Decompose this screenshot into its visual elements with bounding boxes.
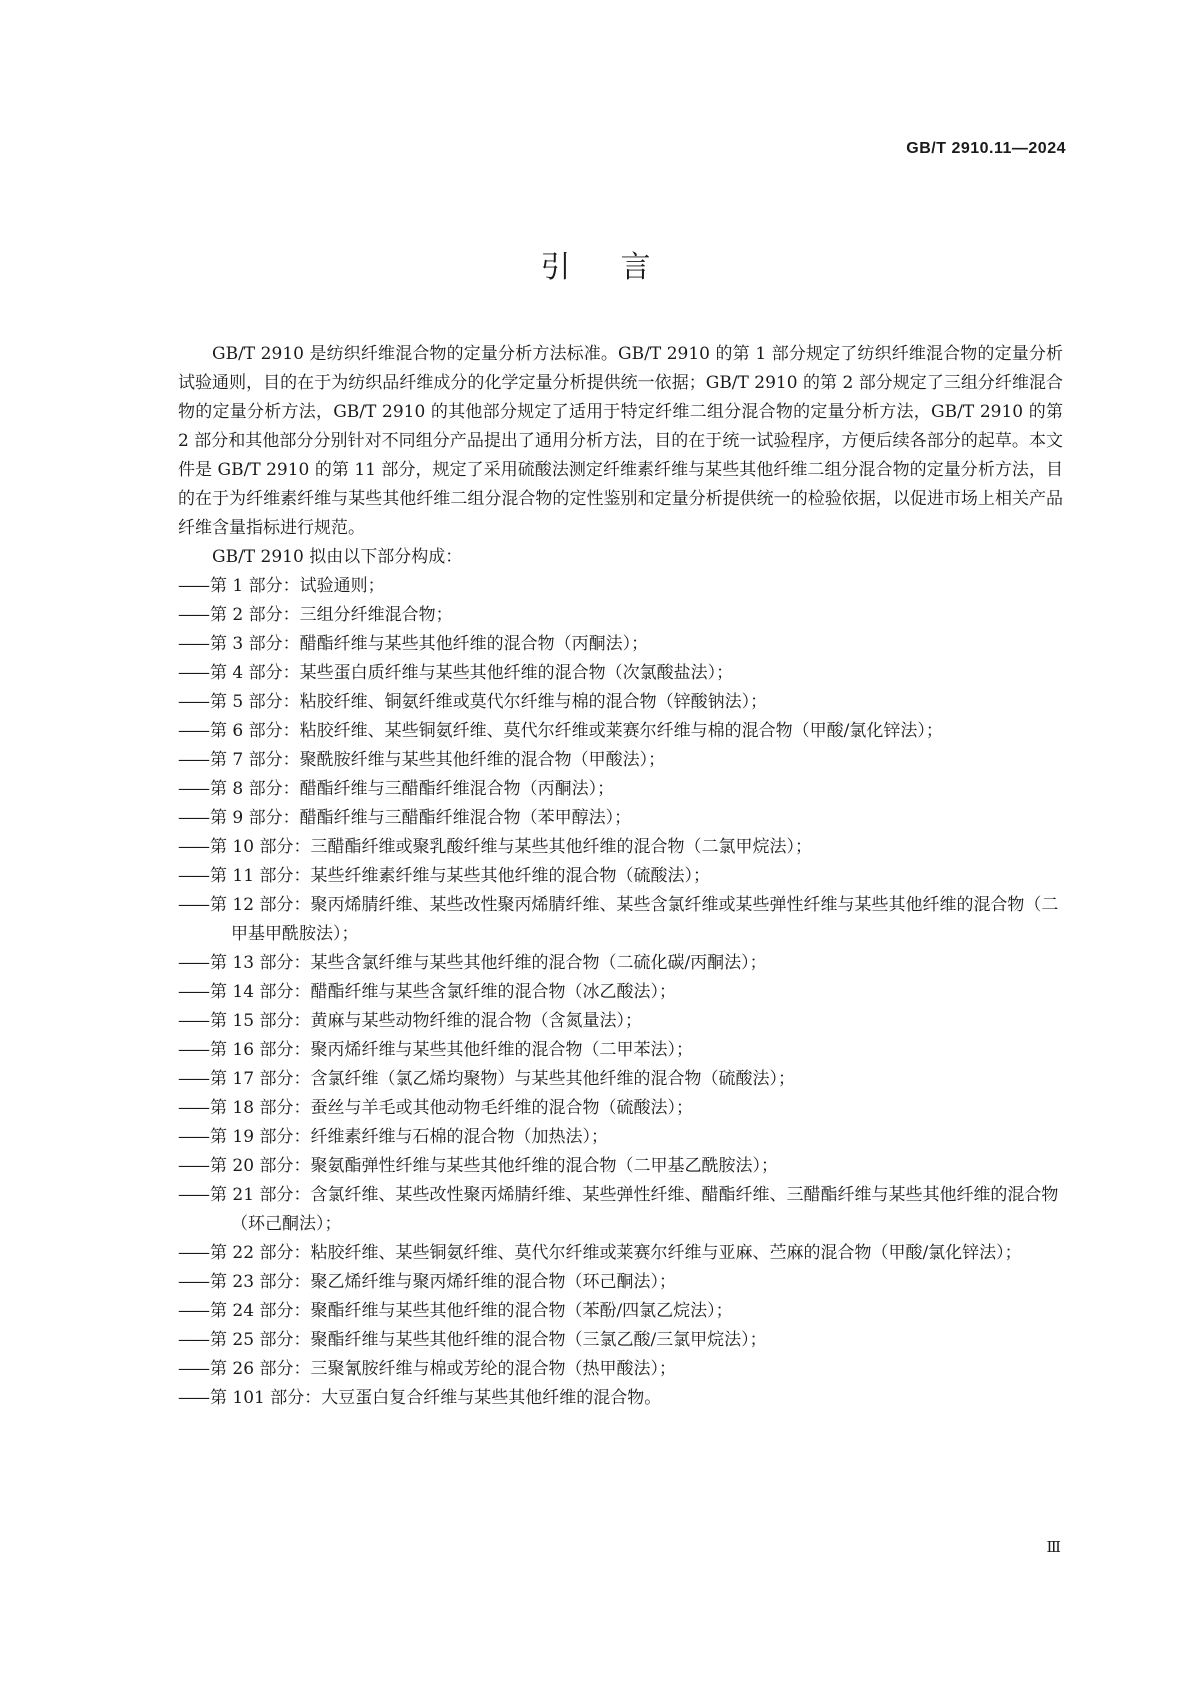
list-item: —— 第 101 部分：大豆蛋白复合纤维与某些其他纤维的混合物。: [178, 1384, 1063, 1413]
list-item: —— 第 17 部分：含氯纤维（氯乙烯均聚物）与某些其他纤维的混合物（硫酸法）；: [178, 1065, 1063, 1094]
list-item: —— 第 16 部分：聚丙烯纤维与某些其他纤维的混合物（二甲苯法）；: [178, 1036, 1063, 1065]
list-item: —— 第 15 部分：黄麻与某些动物纤维的混合物（含氮量法）；: [178, 1007, 1063, 1036]
list-item: —— 第 9 部分：醋酯纤维与三醋酯纤维混合物（苯甲醇法）；: [178, 804, 1063, 833]
document-number: GB/T 2910.11—2024: [906, 140, 1066, 157]
intro-paragraph: GB/T 2910 是纺织纤维混合物的定量分析方法标准。GB/T 2910 的第 1 部分规定了纺织纤维混合物的定量分析试验通则，目的在于为纺织品纤维成分的化学定量分析提供统一依据；GB/T 2910 的第 2 部分规定了三组分纤维混合物的定量分析方法，GB/T 2910 的其他部分规定了适用于特定纤维二组分混合物的定量分析方法，GB/T 2910 的第 2 部分和其他部分分别针对不同组分产品提出了通用分析方法，目的在于统一试验程序，方便后续各部分的起草。本文件是 GB/T 2910 的第 11 部分，规定了采用硫酸法测定纤维素纤维与某些其他纤维二组分混合物的定量分析方法，目的在于为纤维素纤维与某些其他纤维二组分混合物的定性鉴别和定量分析提供统一的检验依据，以促进市场上相关产品纤维含量指标进行规范。: [178, 344, 1063, 538]
list-item: —— 第 18 部分：蚕丝与羊毛或其他动物毛纤维的混合物（硫酸法）；: [178, 1094, 1063, 1123]
list-item: —— 第 14 部分：醋酯纤维与某些含氯纤维的混合物（冰乙酸法）；: [178, 978, 1063, 1007]
list-item: —— 第 11 部分：某些纤维素纤维与某些其他纤维的混合物（硫酸法）；: [178, 862, 1063, 891]
list-item: —— 第 4 部分：某些蛋白质纤维与某些其他纤维的混合物（次氯酸盐法）；: [178, 659, 1063, 688]
list-item: —— 第 3 部分：醋酯纤维与某些其他纤维的混合物（丙酮法）；: [178, 630, 1063, 659]
list-item: —— 第 24 部分：聚酯纤维与某些其他纤维的混合物（苯酚/四氯乙烷法）；: [178, 1297, 1063, 1326]
list-item: —— 第 10 部分：三醋酯纤维或聚乳酸纤维与某些其他纤维的混合物（二氯甲烷法）；: [178, 833, 1063, 862]
list-item: —— 第 13 部分：某些含氯纤维与某些其他纤维的混合物（二硫化碳/丙酮法）；: [178, 949, 1063, 978]
list-item: —— 第 19 部分：纤维素纤维与石棉的混合物（加热法）；: [178, 1123, 1063, 1152]
list-item: —— 第 1 部分：试验通则；: [178, 572, 1063, 601]
page-number: Ⅲ: [1046, 1538, 1061, 1556]
list-item: —— 第 25 部分：聚酯纤维与某些其他纤维的混合物（三氯乙酸/三氯甲烷法）；: [178, 1326, 1063, 1355]
section-title: 引言: [540, 250, 701, 285]
list-item: —— 第 21 部分：含氯纤维、某些改性聚丙烯腈纤维、某些弹性纤维、醋酯纤维、三醋酯纤维与某些其他纤维的混合物（环己酮法）；: [178, 1181, 1063, 1239]
list-item: —— 第 12 部分：聚丙烯腈纤维、某些改性聚丙烯腈纤维、某些含氯纤维或某些弹性纤维与某些其他纤维的混合物（二甲基甲酰胺法）；: [178, 891, 1063, 949]
list-item: —— 第 5 部分：粘胶纤维、铜氨纤维或莫代尔纤维与棉的混合物（锌酸钠法）；: [178, 688, 1063, 717]
list-item: —— 第 2 部分：三组分纤维混合物；: [178, 601, 1063, 630]
list-item: —— 第 20 部分：聚氨酯弹性纤维与某些其他纤维的混合物（二甲基乙酰胺法）；: [178, 1152, 1063, 1181]
list-item: —— 第 8 部分：醋酯纤维与三醋酯纤维混合物（丙酮法）；: [178, 775, 1063, 804]
parts-intro: GB/T 2910 拟由以下部分构成：: [212, 547, 463, 567]
parts-list: [178, 572, 1063, 1413]
list-item: —— 第 6 部分：粘胶纤维、某些铜氨纤维、莫代尔纤维或莱赛尔纤维与棉的混合物（甲酸/氯化锌法）；: [178, 717, 1063, 746]
list-item: —— 第 7 部分：聚酰胺纤维与某些其他纤维的混合物（甲酸法）；: [178, 746, 1063, 775]
list-item: —— 第 23 部分：聚乙烯纤维与聚丙烯纤维的混合物（环己酮法）；: [178, 1268, 1063, 1297]
document-body: [178, 340, 1063, 1413]
list-item: —— 第 26 部分：三聚氰胺纤维与棉或芳纶的混合物（热甲酸法）；: [178, 1355, 1063, 1384]
list-item: —— 第 22 部分：粘胶纤维、某些铜氨纤维、莫代尔纤维或莱赛尔纤维与亚麻、苎麻的混合物（甲酸/氯化锌法）；: [178, 1239, 1063, 1268]
